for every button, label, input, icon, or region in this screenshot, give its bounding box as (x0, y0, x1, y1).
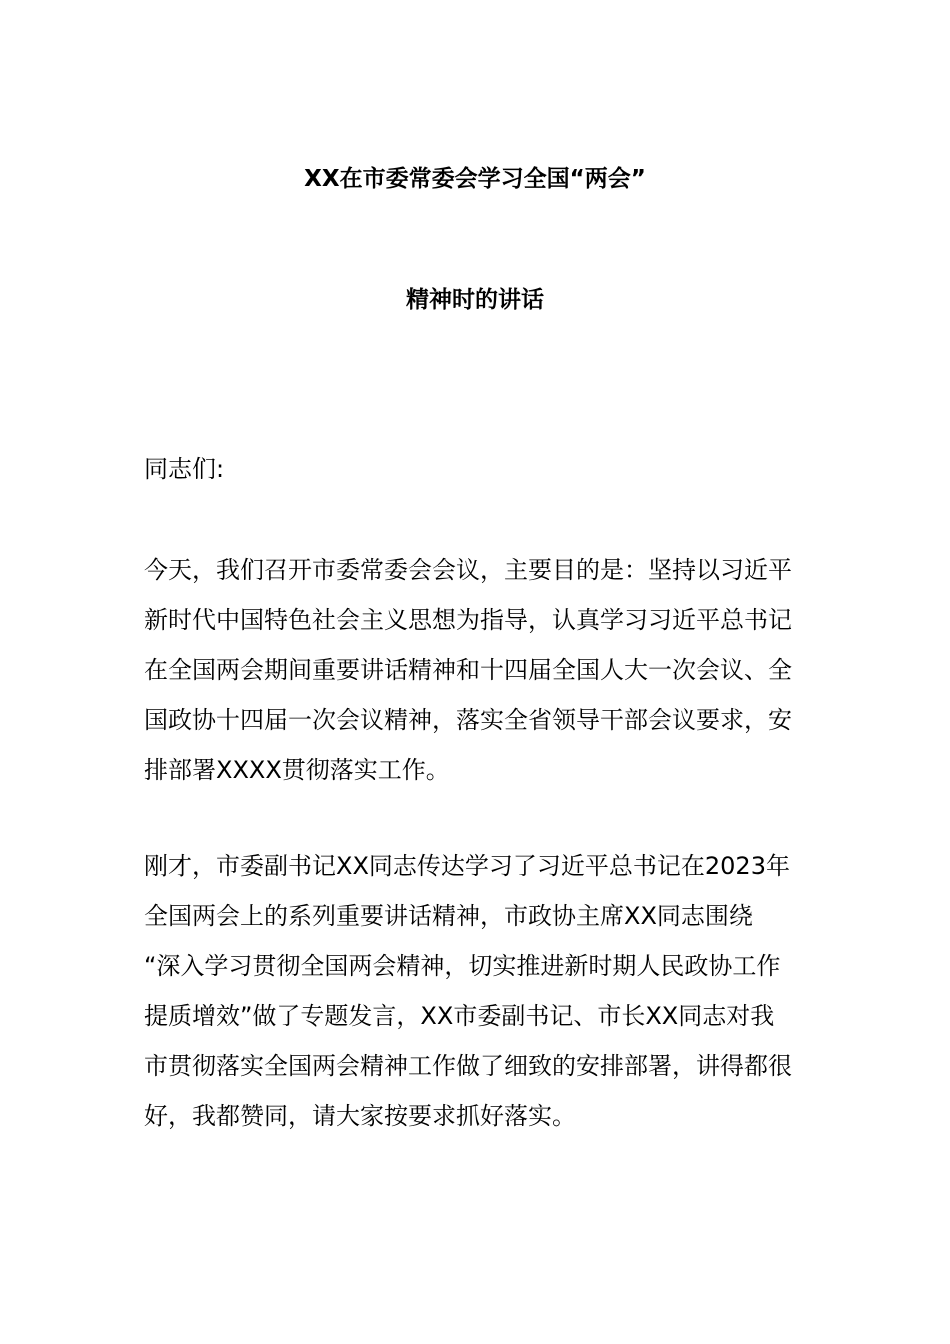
paragraph-line: 市贯彻落实全国两会精神工作做了细致的安排部署，讲得都很 (144, 1052, 792, 1080)
paragraph-line: 好，我都赞同，请大家按要求抓好落实。 (144, 1102, 576, 1130)
paragraph-line: 排部署XXXX贯彻落实工作。 (144, 756, 450, 784)
paragraph-line: 在全国两会期间重要讲话精神和十四届全国人大一次会议、全 (144, 656, 792, 684)
paragraph-line: 今天，我们召开市委常委会会议，主要目的是：坚持以习近平 (144, 556, 792, 584)
paragraph-line: 新时代中国特色社会主义思想为指导，认真学习习近平总书记 (144, 606, 792, 634)
paragraph-line: “深入学习贯彻全国两会精神，切实推进新时期人民政协工作 (144, 952, 781, 980)
paragraph-line: 提质增效”做了专题发言，XX市委副书记、市长XX同志对我 (144, 1002, 775, 1030)
paragraph-line: 全国两会上的系列重要讲话精神，市政协主席XX同志围绕 (144, 902, 753, 930)
paragraph-2 (144, 841, 808, 1141)
paragraph-1 (144, 545, 808, 795)
document-title-line-1: XX在市委常委会学习全国“两会” (304, 166, 646, 192)
salutation: 同志们: (144, 455, 225, 483)
paragraph-line: 国政协十四届一次会议精神，落实全省领导干部会议要求，安 (144, 706, 792, 734)
document-title-line-2: 精神时的讲话 (406, 287, 544, 313)
paragraph-line: 刚才，市委副书记XX同志传达学习了习近平总书记在2023年 (144, 852, 790, 880)
